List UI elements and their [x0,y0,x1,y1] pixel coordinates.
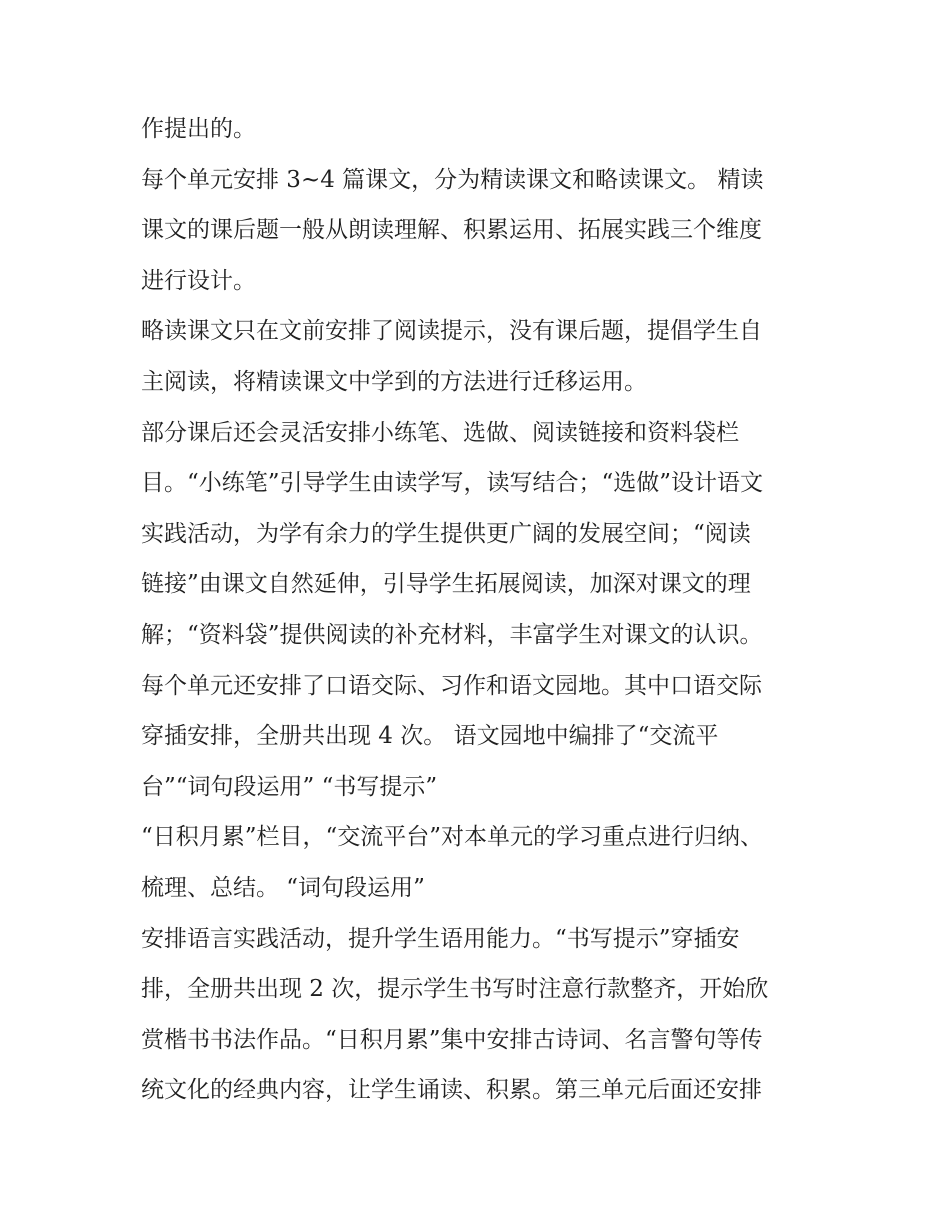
text-line: 作提出的。 [141,116,256,142]
text-line: 统文化的经典内容，让学生诵读、积累。第三单元后面还安排 [141,1077,762,1104]
text-line: 安排语言实践活动，提升学生语用能力。“书写提示”穿插安 [141,925,740,952]
text-line: 链接”由课文自然延伸，引导学生拓展阅读，加深对课文的理 [141,571,751,598]
text-line: 赏楷书书法作品。“日积月累”集中安排古诗词、名言警句等传 [141,1026,763,1053]
text-line: 主阅读，将精读课文中学到的方法进行迁移运用。 [141,368,647,395]
text-line: 进行设计。 [141,267,256,294]
text-line: 部分课后还会灵活安排小练笔、选做、阅读链接和资料袋栏 [141,419,739,446]
text-line: 排，全册共出现 2 次，提示学生书写时注意行款整齐，开始欣 [141,976,769,1003]
text-line: 每个单元安排 3~4 篇课文，分为精读课文和略读课文。 精读 [141,166,764,193]
text-line: 目。“小练笔”引导学生由读学写，读写结合；“选做”设计语文 [141,470,764,497]
text-line: 课文的课后题一般从朗读理解、积累运用、拓展实践三个维度 [141,217,762,244]
text-line: 台”“词句段运用” “书写提示” [141,773,438,800]
text-line: 穿插安排，全册共出现 4 次。 语文园地中编排了“交流平 [141,723,719,750]
body-text [141,104,821,1116]
text-line: “日积月累”栏目，“交流平台”对本单元的学习重点进行归纳、 [141,824,764,851]
text-line: 实践活动，为学有余力的学生提供更广阔的发展空间；“阅读 [141,520,751,547]
text-line: 梳理、总结。 “词句段运用” [141,874,425,901]
text-line: 每个单元还安排了口语交际、习作和语文园地。其中口语交际 [141,672,762,699]
text-line: 略读课文只在文前安排了阅读提示，没有课后题，提倡学生自 [141,318,762,345]
text-line: 解；“资料袋”提供阅读的补充材料，丰富学生对课文的认识。 [141,621,763,648]
